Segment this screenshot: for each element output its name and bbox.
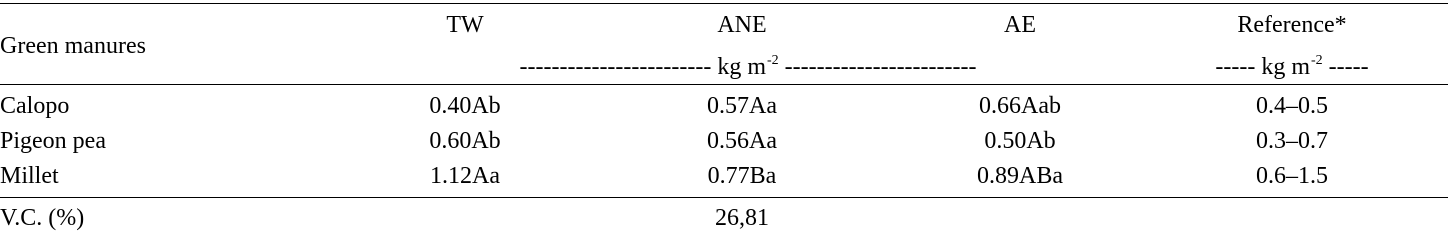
header-row-label: Green manures (0, 33, 146, 59)
header-rule (0, 84, 1448, 85)
column-header-reference: Reference* (1237, 12, 1347, 38)
cell-ane: 0.77Ba (707, 163, 777, 189)
unit-left-prefix: ------------------------ kg m (519, 54, 766, 80)
cell-reference: 0.6–1.5 (1256, 163, 1328, 189)
cell-reference: 0.3–0.7 (1256, 128, 1328, 154)
body-rule (0, 197, 1448, 198)
cell-tw: 1.12Aa (430, 163, 500, 189)
unit-right-prefix: ----- kg m (1215, 54, 1310, 80)
row-name: Pigeon pea (0, 128, 106, 154)
unit-left-sup: -2 (767, 53, 779, 68)
unit-left-suffix: ------------------------ (778, 54, 977, 80)
cell-ane: 0.57Aa (707, 93, 777, 119)
footer-label: V.C. (%) (0, 205, 85, 231)
cell-tw: 0.60Ab (429, 128, 501, 154)
row-name: Calopo (0, 93, 70, 119)
cell-ane: 0.56Aa (707, 128, 777, 154)
cell-reference: 0.4–0.5 (1256, 93, 1328, 119)
column-header-ane: ANE (717, 12, 767, 38)
top-rule (0, 3, 1448, 4)
row-name: Millet (0, 163, 59, 189)
footer-value: 26,81 (715, 205, 769, 231)
column-header-tw: TW (446, 12, 484, 38)
unit-label-left (520, 55, 977, 79)
unit-right-suffix: ----- (1322, 54, 1369, 80)
unit-label-right (1215, 55, 1368, 79)
unit-right-sup: -2 (1311, 53, 1323, 68)
cell-tw: 0.40Ab (429, 93, 501, 119)
column-header-ae: AE (1004, 12, 1036, 38)
cell-ae: 0.50Ab (984, 128, 1056, 154)
cell-ae: 0.66Aab (979, 93, 1061, 119)
cell-ae: 0.89ABa (977, 163, 1063, 189)
